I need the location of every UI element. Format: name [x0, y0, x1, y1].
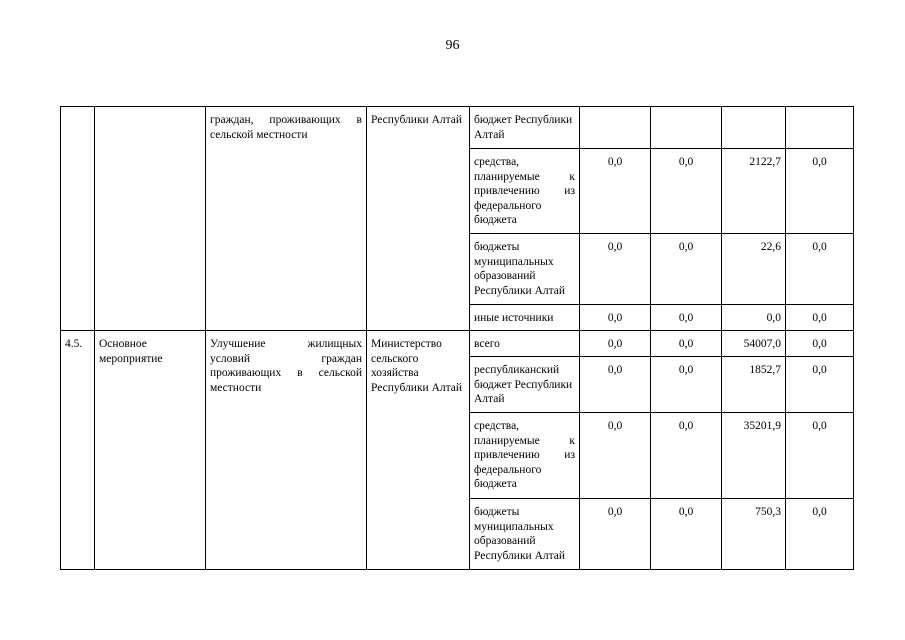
funding-source-cell: бюджеты муниципальных образований Республики Алтай	[470, 234, 580, 305]
value-cell: 750,3	[722, 499, 786, 570]
activity-name-cell: Улучшение жилищных условий граждан проживающих в сельской местности	[206, 331, 367, 570]
value-cell	[580, 107, 651, 149]
value-cell	[651, 107, 722, 149]
funding-source-cell: средства, планируемые к привлечению из федерального бюджета	[470, 149, 580, 234]
row-number-cell	[61, 107, 95, 331]
table-row	[61, 107, 854, 149]
value-cell: 0,0	[580, 234, 651, 305]
value-cell: 0,0	[580, 413, 651, 499]
funding-source-cell: всего	[470, 331, 580, 357]
value-cell: 0,0	[651, 149, 722, 234]
value-cell: 0,0	[580, 499, 651, 570]
value-cell: 0,0	[580, 305, 651, 331]
value-cell: 0,0	[580, 149, 651, 234]
budget-table	[60, 106, 854, 570]
value-cell: 0,0	[651, 305, 722, 331]
funding-source-cell: республиканский бюджет Республики Алтай	[470, 357, 580, 413]
value-cell: 0,0	[580, 357, 651, 413]
value-cell: 0,0	[651, 499, 722, 570]
value-cell: 0,0	[786, 499, 854, 570]
funding-source-cell: бюджет Республики Алтай	[470, 107, 580, 149]
value-cell: 2122,7	[722, 149, 786, 234]
value-cell: 1852,7	[722, 357, 786, 413]
funding-source-cell: иные источники	[470, 305, 580, 331]
value-cell: 0,0	[786, 357, 854, 413]
page-number: 96	[445, 38, 460, 53]
value-cell: 0,0	[651, 413, 722, 499]
value-cell: 0,0	[786, 234, 854, 305]
row-number-cell: 4.5.	[61, 331, 95, 570]
value-cell: 0,0	[786, 305, 854, 331]
activity-type-cell	[95, 107, 206, 331]
value-cell: 0,0	[651, 331, 722, 357]
value-cell	[722, 107, 786, 149]
funding-source-cell: средства, планируемые к привлечению из федерального бюджета	[470, 413, 580, 499]
table-row	[61, 331, 854, 357]
value-cell: 0,0	[651, 357, 722, 413]
value-cell: 54007,0	[722, 331, 786, 357]
activity-type-cell: Основное мероприятие	[95, 331, 206, 570]
value-cell: 35201,9	[722, 413, 786, 499]
value-cell: 0,0	[786, 413, 854, 499]
value-cell: 0,0	[786, 331, 854, 357]
executor-cell: Республики Алтай	[367, 107, 470, 331]
value-cell	[786, 107, 854, 149]
value-cell: 0,0	[580, 331, 651, 357]
value-cell: 0,0	[722, 305, 786, 331]
value-cell: 0,0	[786, 149, 854, 234]
funding-source-cell: бюджеты муниципальных образований Республики Алтай	[470, 499, 580, 570]
value-cell: 22,6	[722, 234, 786, 305]
value-cell: 0,0	[651, 234, 722, 305]
executor-cell: Министерство сельского хозяйства Республики Алтай	[367, 331, 470, 570]
activity-name-cell: граждан, проживающих в сельской местности	[206, 107, 367, 331]
